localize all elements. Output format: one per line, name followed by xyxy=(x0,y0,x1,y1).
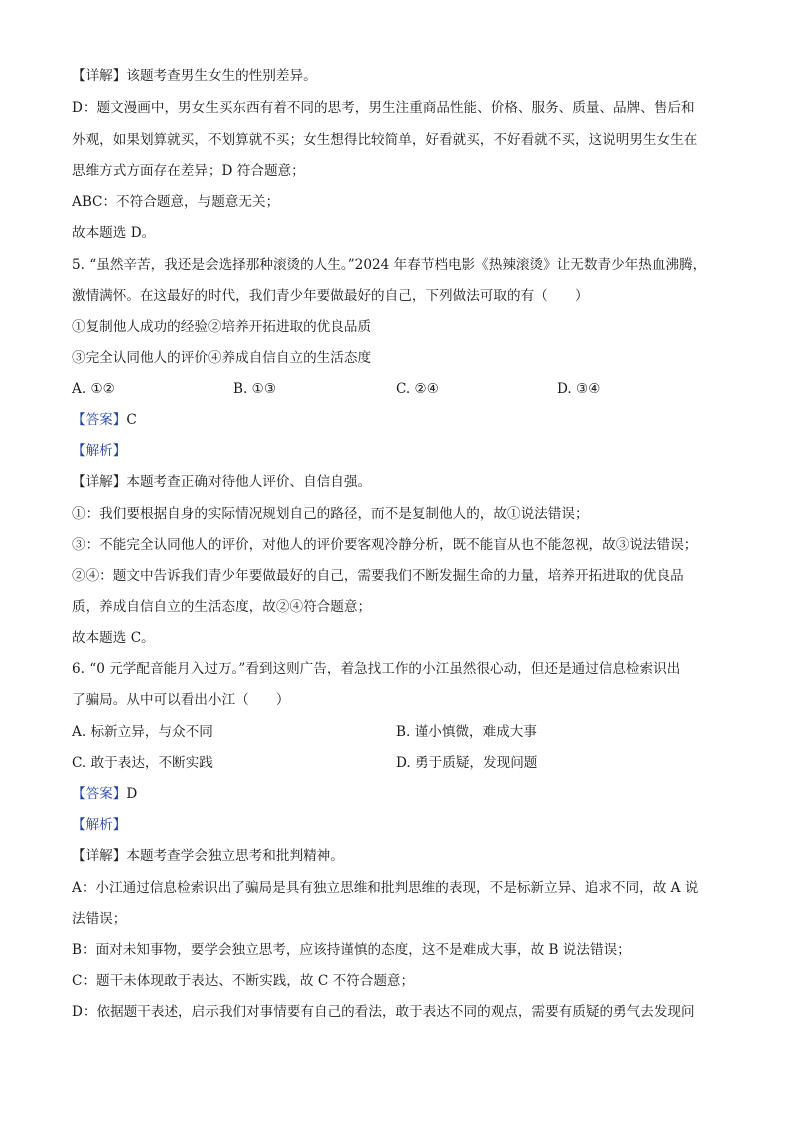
answer-value: C xyxy=(126,412,137,428)
question-5-stem: 激情满怀。在这最好的时代，我们青少年要做最好的自己，下列做法可取的有（ ） xyxy=(72,288,589,304)
question-5-option-b: B. ①③ xyxy=(233,381,277,397)
question-6-option-b: B. 谨小慎微，难成大事 xyxy=(396,724,537,740)
explanation-line: 故本题选 D。 xyxy=(72,225,156,241)
question-6-answer xyxy=(72,785,732,803)
question-5-option-d: D. ③④ xyxy=(557,381,601,397)
explanation-line: ①：我们要根据自身的实际情况规划自己的路径，而不是复制他人的，故①说法错误； xyxy=(72,506,589,522)
explanation-line: ③：不能完全认同他人的评价，对他人的评价要客观冷静分析，既不能盲从也不能忽视，故③说法错误； xyxy=(72,537,698,553)
question-5-stem: 5. “虽然辛苦，我还是会选择那种滚烫的人生。”2024 年春节档电影《热辣滚烫》让无数青少年热血沸腾， xyxy=(72,257,707,273)
explanation-line: D：题文漫画中，男女生买东西有着不同的思考，男生注重商品性能、价格、服务、质量、品牌、售后和 xyxy=(72,100,695,116)
analysis-tag: 【解析】 xyxy=(72,817,127,833)
explanation-line: 故本题选 C。 xyxy=(72,630,155,646)
explanation-line: C：题干未体现敢于表达、不断实践，故 C 不符合题意； xyxy=(72,973,415,989)
explanation-line: 思维方式方面存在差异；D 符合题意； xyxy=(72,163,305,179)
explanation-line: ②④：题文中告诉我们青少年要做最好的自己，需要我们不断发掘生命的力量，培养开拓进取的优良品 xyxy=(72,568,684,584)
explanation-line: ABC：不符合题意，与题意无关； xyxy=(72,194,280,210)
answer-value: D xyxy=(126,786,138,802)
explanation-line: 法错误； xyxy=(72,911,127,927)
question-6-stem: 6. “0 元学配音能月入过万。”看到这则广告，着急找工作的小江虽然很心动，但还是通过信息检索识出 xyxy=(72,661,681,677)
explanation-line: D：依据题干表述，启示我们对事情要有自己的看法，敢于表达不同的观点，需要有质疑的勇气去发现问 xyxy=(72,1004,695,1020)
explanation-line: B：面对未知事物，要学会独立思考，应该持谨慎的态度，这不是难成大事，故 B 说法错误； xyxy=(72,942,631,958)
explanation-line: 质，养成自信自立的生活态度，故②④符合题意； xyxy=(72,599,372,615)
explanation-line: 外观，如果划算就买，不划算就不买；女生想得比较简单，好看就买，不好看就不买，这说明男生女生在 xyxy=(72,132,698,148)
question-5-statement: ③完全认同他人的评价④养成自信自立的生活态度 xyxy=(72,350,372,366)
answer-tag: 【答案】 xyxy=(72,412,127,428)
explanation-line: 【详解】本题考查学会独立思考和批判精神。 xyxy=(72,848,344,864)
question-5-option-c: C. ②④ xyxy=(396,381,439,397)
explanation-line: 【详解】本题考查正确对待他人评价、自信自强。 xyxy=(72,474,372,490)
analysis-tag: 【解析】 xyxy=(72,443,127,459)
question-6-option-d: D. 勇于质疑，发现问题 xyxy=(396,755,538,771)
question-6-analysis xyxy=(72,816,732,834)
question-6-stem: 了骗局。从中可以看出小江（ ） xyxy=(72,692,290,708)
question-6-option-c: C. 敢于表达，不断实践 xyxy=(72,755,213,771)
explanation-line: 【详解】该题考查男生女生的性别差异。 xyxy=(72,68,317,84)
question-5-analysis xyxy=(72,442,732,460)
question-5-option-a: A. ①② xyxy=(72,381,115,397)
question-6-option-a: A. 标新立异，与众不同 xyxy=(72,724,213,740)
question-5-statement: ①复制他人成功的经验②培养开拓进取的优良品质 xyxy=(72,319,372,335)
answer-tag: 【答案】 xyxy=(72,786,127,802)
question-5-answer xyxy=(72,411,732,429)
explanation-line: A：小江通过信息检索识出了骗局是具有独立思维和批判思维的表现，不是标新立异、追求不同，故 A 说 xyxy=(72,880,699,896)
